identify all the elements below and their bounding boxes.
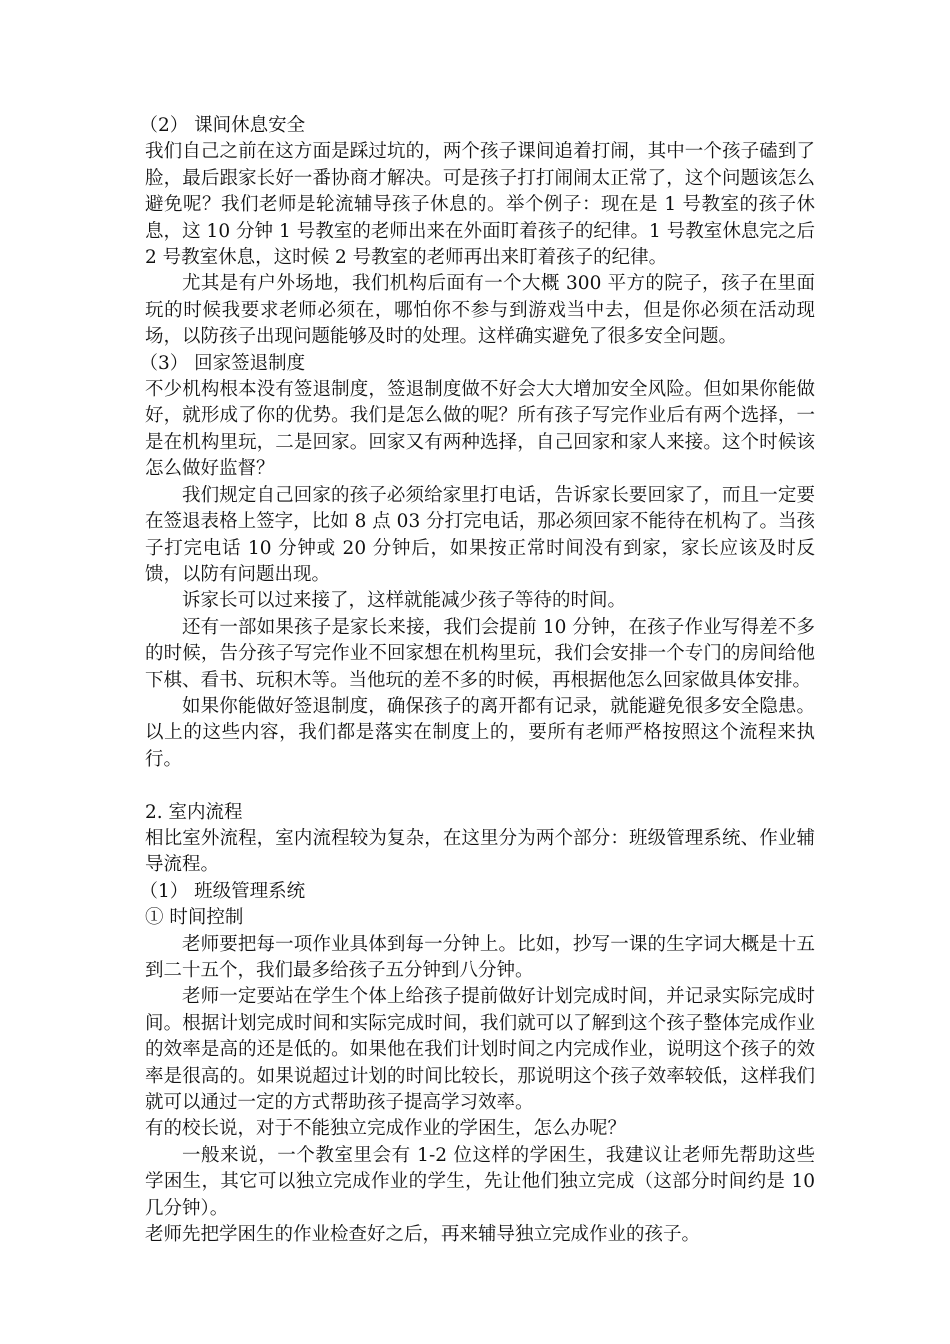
paragraph: 老师一定要站在学生个体上给孩子提前做好计划完成时间，并记录实际完成时间。根据计划完成时间和实际完成时间，我们就可以了解到这个孩子整体完成作业的效率是高的还是低的。如果他在我们计划时间之内完成作业，说明这个孩子的效率是很高的。如果说超过计划的时间比较长，那说明这个孩子效率较低，这样我们就可以通过一定的方式帮助孩子提高学习效率。 (145, 986, 815, 1114)
paragraph: 如果你能做好签退制度，确保孩子的离开都有记录，就能避免很多安全隐患。以上的这些内容，我们都是落实在制度上的，要所有老师严格按照这个流程来执行。 (145, 695, 815, 770)
paragraph: 有的校长说，对于不能独立完成作业的学困生，怎么办呢？ (145, 1118, 627, 1140)
paragraph: 尤其是有户外场地，我们机构后面有一个大概 300 平方的院子，孩子在里面玩的时候我要求老师必须在，哪怕你不参与到游戏当中去，但是你必须在活动现场，以防孩子出现问题能够及时的处理。这样确实避免了很多安全问题。 (145, 273, 815, 348)
document-page (139, 113, 815, 1248)
paragraph: 不少机构根本没有签退制度，签退制度做不好会大大增加安全风险。但如果你能做好，就形成了你的优势。我们是怎么做的呢？所有孩子写完作业后有两个选择，一是在机构里玩，二是回家。回家又有两种选择，自己回家和家人来接。这个时候该怎么做好监督？ (145, 379, 815, 480)
section-heading-break-safety: （2） 课间休息安全 (139, 115, 306, 136)
section-heading-indoor-process: 2. 室内流程 (145, 801, 243, 823)
section-heading-class-management: （1） 班级管理系统 (139, 880, 306, 902)
section-heading-time-control: ① 时间控制 (145, 907, 244, 929)
paragraph: 相比室外流程，室内流程较为复杂，在这里分为两个部分：班级管理系统、作业辅导流程。 (145, 827, 815, 876)
paragraph: 还有一部如果孩子是家长来接，我们会提前 10 分钟，在孩子作业写得差不多的时候，告分孩子写完作业不回家想在机构里玩，我们会安排一个专门的房间给他下棋、看书、玩积木等。当他玩的差不多的时候，再根据他怎么回家做具体安排。 (145, 616, 815, 691)
paragraph: 诉家长可以过来接了，这样就能减少孩子等待的时间。 (182, 590, 627, 612)
paragraph: 我们规定自己回家的孩子必须给家里打电话，告诉家长要回家了，而且一定要在签退表格上签字，比如 8 点 03 分打完电话，那必须回家不能待在机构了。当孩子打完电话 10 分钟或 20 分钟后，如果按正常时间没有到家，家长应该及时反馈，以防有问题出现。 (145, 484, 815, 585)
paragraph: 一般来说，一个教室里会有 1-2 位这样的学困生，我建议让老师先帮助这些学困生，其它可以独立完成作业的学生，先让他们独立完成（这部分时间约是 10 几分钟）。 (145, 1144, 815, 1219)
paragraph: 老师要把每一项作业具体到每一分钟上。比如，抄写一课的生字词大概是十五到二十五个，我们最多给孩子五分钟到八分钟。 (145, 933, 815, 981)
paragraph: 老师先把学困生的作业检查好之后，再来辅导独立完成作业的孩子。 (145, 1224, 701, 1246)
section-heading-sign-out: （3） 回家签退制度 (139, 352, 306, 374)
paragraph: 我们自己之前在这方面是踩过坑的，两个孩子课间追着打闹，其中一个孩子磕到了脸，最后跟家长好一番协商才解决。可是孩子打打闹闹太正常了，这个问题该怎么避免呢？我们老师是轮流辅导孩子休息的。举个例子：现在是 1 号教室的孩子休息，这 10 分钟 1 号教室的老师出来在外面盯着孩子的纪律。1 号教室休息完之后 2 号教室休息，这时候 2 号教室的老师再出来盯着孩子的纪律。 (145, 141, 815, 269)
blank-line (145, 773, 815, 799)
